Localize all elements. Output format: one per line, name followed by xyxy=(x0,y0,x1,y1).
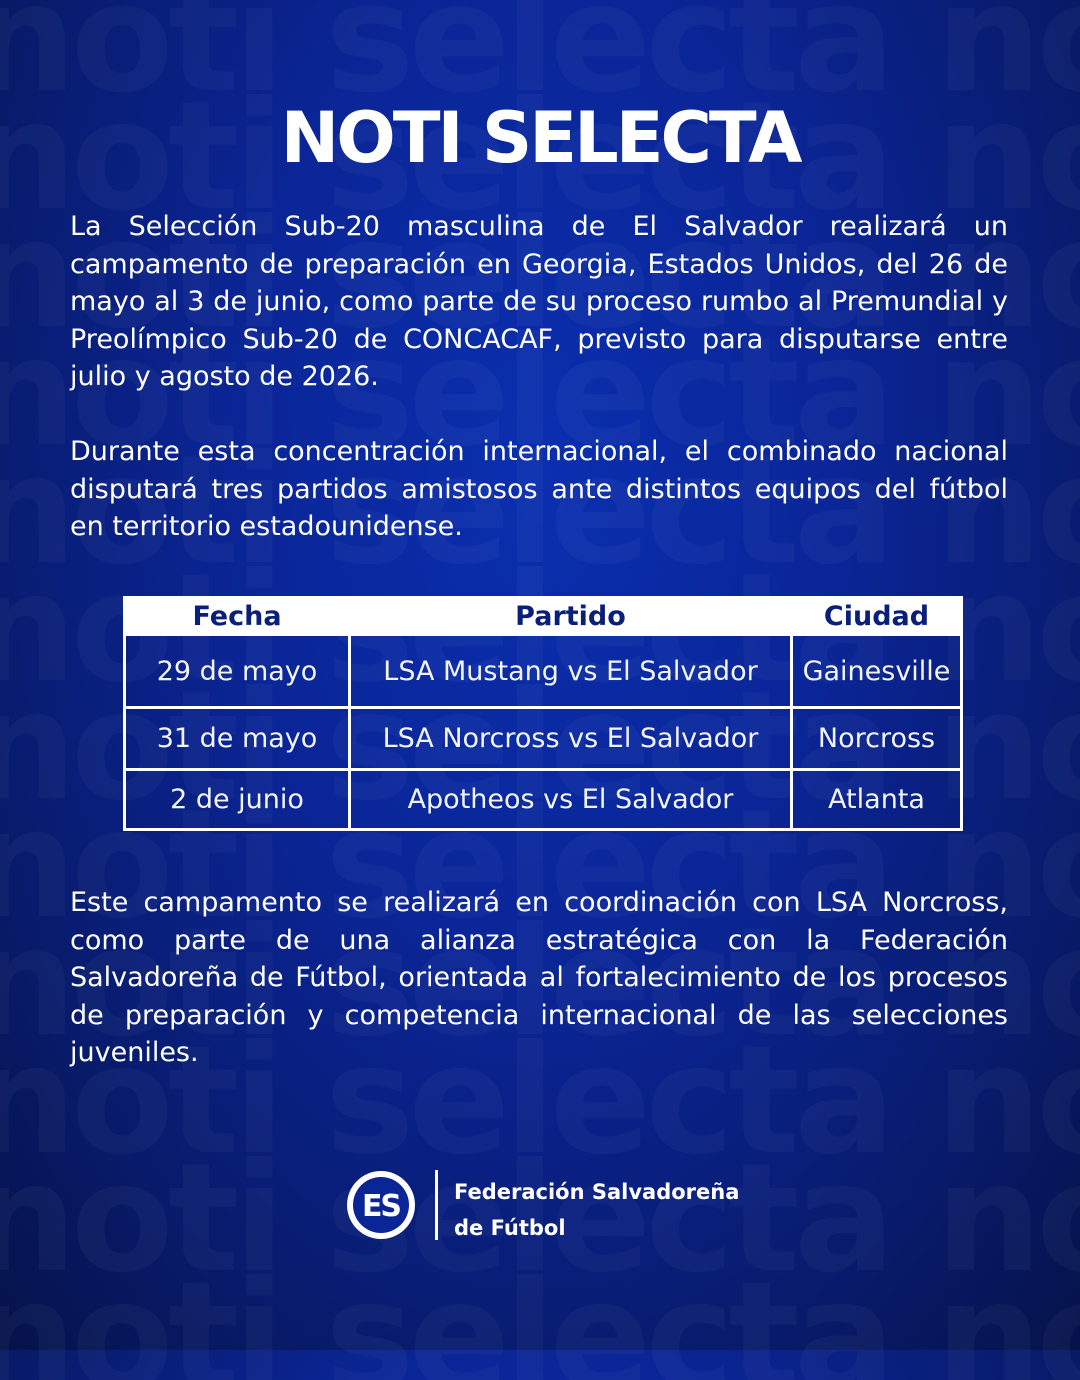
cell-city: Gainesville xyxy=(792,635,962,708)
fesfut-crest-icon xyxy=(346,1170,416,1240)
table-row xyxy=(125,770,962,830)
cell-match: Apotheos vs El Salvador xyxy=(350,770,792,830)
federation-name-line1: Federación Salvadoreña xyxy=(454,1180,740,1204)
federation-footer xyxy=(346,1168,766,1242)
header-partido: Partido xyxy=(350,598,792,635)
header-ciudad: Ciudad xyxy=(792,598,962,635)
match-schedule-table xyxy=(123,596,963,831)
federation-name-line2: de Fútbol xyxy=(454,1216,566,1240)
intro-paragraph: La Selección Sub-20 masculina de El Salvador realizará un campamento de preparación en Georgia, Estados Unidos, del 26 de mayo al 3 de junio, como parte de su proceso rumbo al Premundial y Preolímpico Sub-20 de CONCACAF, previsto para disputarse entre julio y agosto de 2026. xyxy=(70,211,1008,392)
matches-paragraph: Durante esta concentración internacional, el combinado nacional disputará tres partidos amistosos ante distintos equipos del fútbol en territorio estadounidense. xyxy=(70,436,1008,542)
cell-date: 29 de mayo xyxy=(125,635,350,708)
cell-date: 31 de mayo xyxy=(125,708,350,770)
federation-name xyxy=(454,1174,739,1246)
page-title: NOTI SELECTA xyxy=(280,97,800,179)
partnership-paragraph: Este campamento se realizará en coordinación con LSA Norcross, como parte de una alianza estratégica con la Federación Salvadoreña de Fútbol, orientada al fortalecimiento de los procesos de preparación y competencia internacional de las selecciones juveniles. xyxy=(70,887,1008,1068)
table-row xyxy=(125,708,962,770)
cell-city: Norcross xyxy=(792,708,962,770)
header-fecha: Fecha xyxy=(125,598,350,635)
cell-match: LSA Norcross vs El Salvador xyxy=(350,708,792,770)
table-row xyxy=(125,635,962,708)
cell-date: 2 de junio xyxy=(125,770,350,830)
cell-city: Atlanta xyxy=(792,770,962,830)
cell-match: LSA Mustang vs El Salvador xyxy=(350,635,792,708)
table-header-row xyxy=(125,598,962,635)
logo-letters: ES xyxy=(361,1189,401,1224)
footer-divider xyxy=(435,1170,438,1240)
